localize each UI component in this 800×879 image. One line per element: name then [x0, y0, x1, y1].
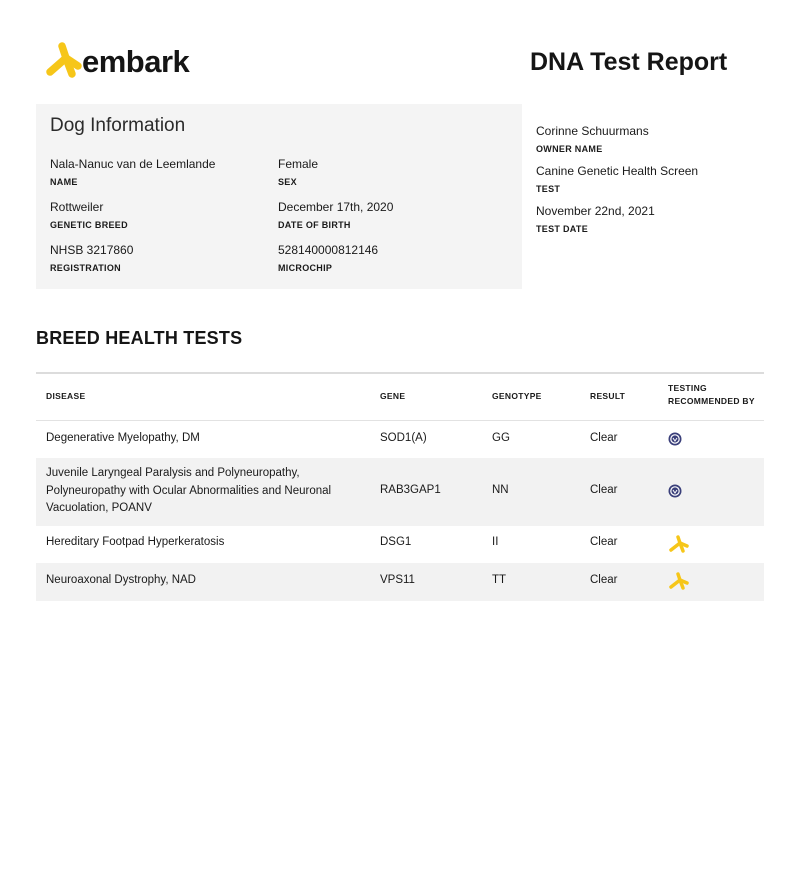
- column-header-result: RESULT: [590, 391, 626, 401]
- column-header-genotype: GENOTYPE: [492, 391, 542, 401]
- table-row: [36, 563, 764, 601]
- ofa-seal-icon: [668, 432, 682, 446]
- genotype-cell: TT: [492, 574, 507, 586]
- dog-name-label: NAME: [50, 177, 78, 187]
- embark-logo-icon: [668, 534, 690, 554]
- table-row: [36, 526, 764, 563]
- test-value: Canine Genetic Health Screen: [536, 164, 699, 178]
- recommended-by-cell: [668, 432, 682, 453]
- result-cell: Clear: [590, 536, 618, 548]
- brand-name: embark: [82, 44, 190, 79]
- test-label: TEST: [536, 184, 561, 194]
- table-header: [36, 374, 764, 421]
- owner-information: [536, 124, 776, 244]
- dog-breed-value: Rottweiler: [50, 200, 104, 214]
- test-date-value: November 22nd, 2021: [536, 204, 655, 218]
- owner-name-field: [536, 124, 776, 154]
- disease-cell: Hereditary Footpad Hyperkeratosis: [46, 536, 225, 548]
- column-header-gene: GENE: [380, 391, 406, 401]
- column-header-disease: DISEASE: [46, 391, 86, 401]
- dog-name-field: [50, 157, 215, 187]
- owner-name-label: OWNER NAME: [536, 144, 603, 154]
- dog-breed-label: GENETIC BREED: [50, 220, 128, 230]
- dog-registration-label: REGISTRATION: [50, 263, 121, 273]
- dog-information-panel: [36, 104, 522, 289]
- table-row: [36, 458, 764, 526]
- recommended-by-cell: [668, 571, 690, 598]
- recommended-by-cell: [668, 534, 690, 561]
- result-cell: Clear: [590, 484, 618, 496]
- dog-breed-field: [50, 200, 128, 230]
- genotype-cell: NN: [492, 484, 509, 496]
- result-cell: Clear: [590, 432, 618, 444]
- dog-microchip-label: MICROCHIP: [278, 263, 333, 273]
- owner-name-value: Corinne Schuurmans: [536, 124, 649, 138]
- dog-dob-label: DATE OF BIRTH: [278, 220, 351, 230]
- dog-sex-field: [278, 157, 318, 187]
- dog-dob-value: December 17th, 2020: [278, 200, 394, 214]
- dog-dob-field: [278, 200, 393, 230]
- table-row: [36, 421, 764, 458]
- dog-microchip-value: 528140000812146: [278, 243, 379, 257]
- dog-registration-value: NHSB 3217860: [50, 243, 134, 257]
- column-header-testing-recommended-by: TESTING RECOMMENDED BY: [668, 383, 755, 406]
- ofa-seal-icon: [668, 484, 682, 498]
- report-title: DNA Test Report: [530, 48, 728, 76]
- dog-sex-value: Female: [278, 157, 319, 171]
- embark-logo-icon: [668, 571, 690, 591]
- dog-registration-field: [50, 243, 133, 273]
- breed-health-tests-title: BREED HEALTH TESTS: [36, 328, 243, 348]
- genotype-cell: GG: [492, 432, 510, 444]
- embark-logo: [42, 40, 212, 84]
- test-date-field: [536, 204, 776, 234]
- gene-cell: VPS11: [380, 574, 415, 586]
- dog-microchip-field: [278, 243, 378, 273]
- gene-cell: RAB3GAP1: [380, 484, 441, 496]
- embark-logo-mark-icon: [42, 40, 84, 82]
- dog-sex-label: SEX: [278, 177, 297, 187]
- disease-cell: Neuroaxonal Dystrophy, NAD: [46, 574, 196, 586]
- disease-cell: Juvenile Laryngeal Paralysis and Polyneuropathy, Polyneuropathy with Ocular Abnormalities and Neuronal Vacuolation, POANV: [46, 467, 332, 514]
- gene-cell: SOD1(A): [380, 432, 427, 444]
- gene-cell: DSG1: [380, 536, 412, 548]
- breed-health-tests-table: [36, 372, 764, 601]
- recommended-by-cell: [668, 484, 682, 505]
- test-field: [536, 164, 776, 194]
- result-cell: Clear: [590, 574, 618, 586]
- disease-cell: Degenerative Myelopathy, DM: [46, 432, 200, 444]
- genotype-cell: II: [492, 536, 499, 548]
- dog-information-title: Dog Information: [50, 115, 186, 136]
- test-date-label: TEST DATE: [536, 224, 589, 234]
- dog-name-value: Nala-Nanuc van de Leemlande: [50, 157, 216, 171]
